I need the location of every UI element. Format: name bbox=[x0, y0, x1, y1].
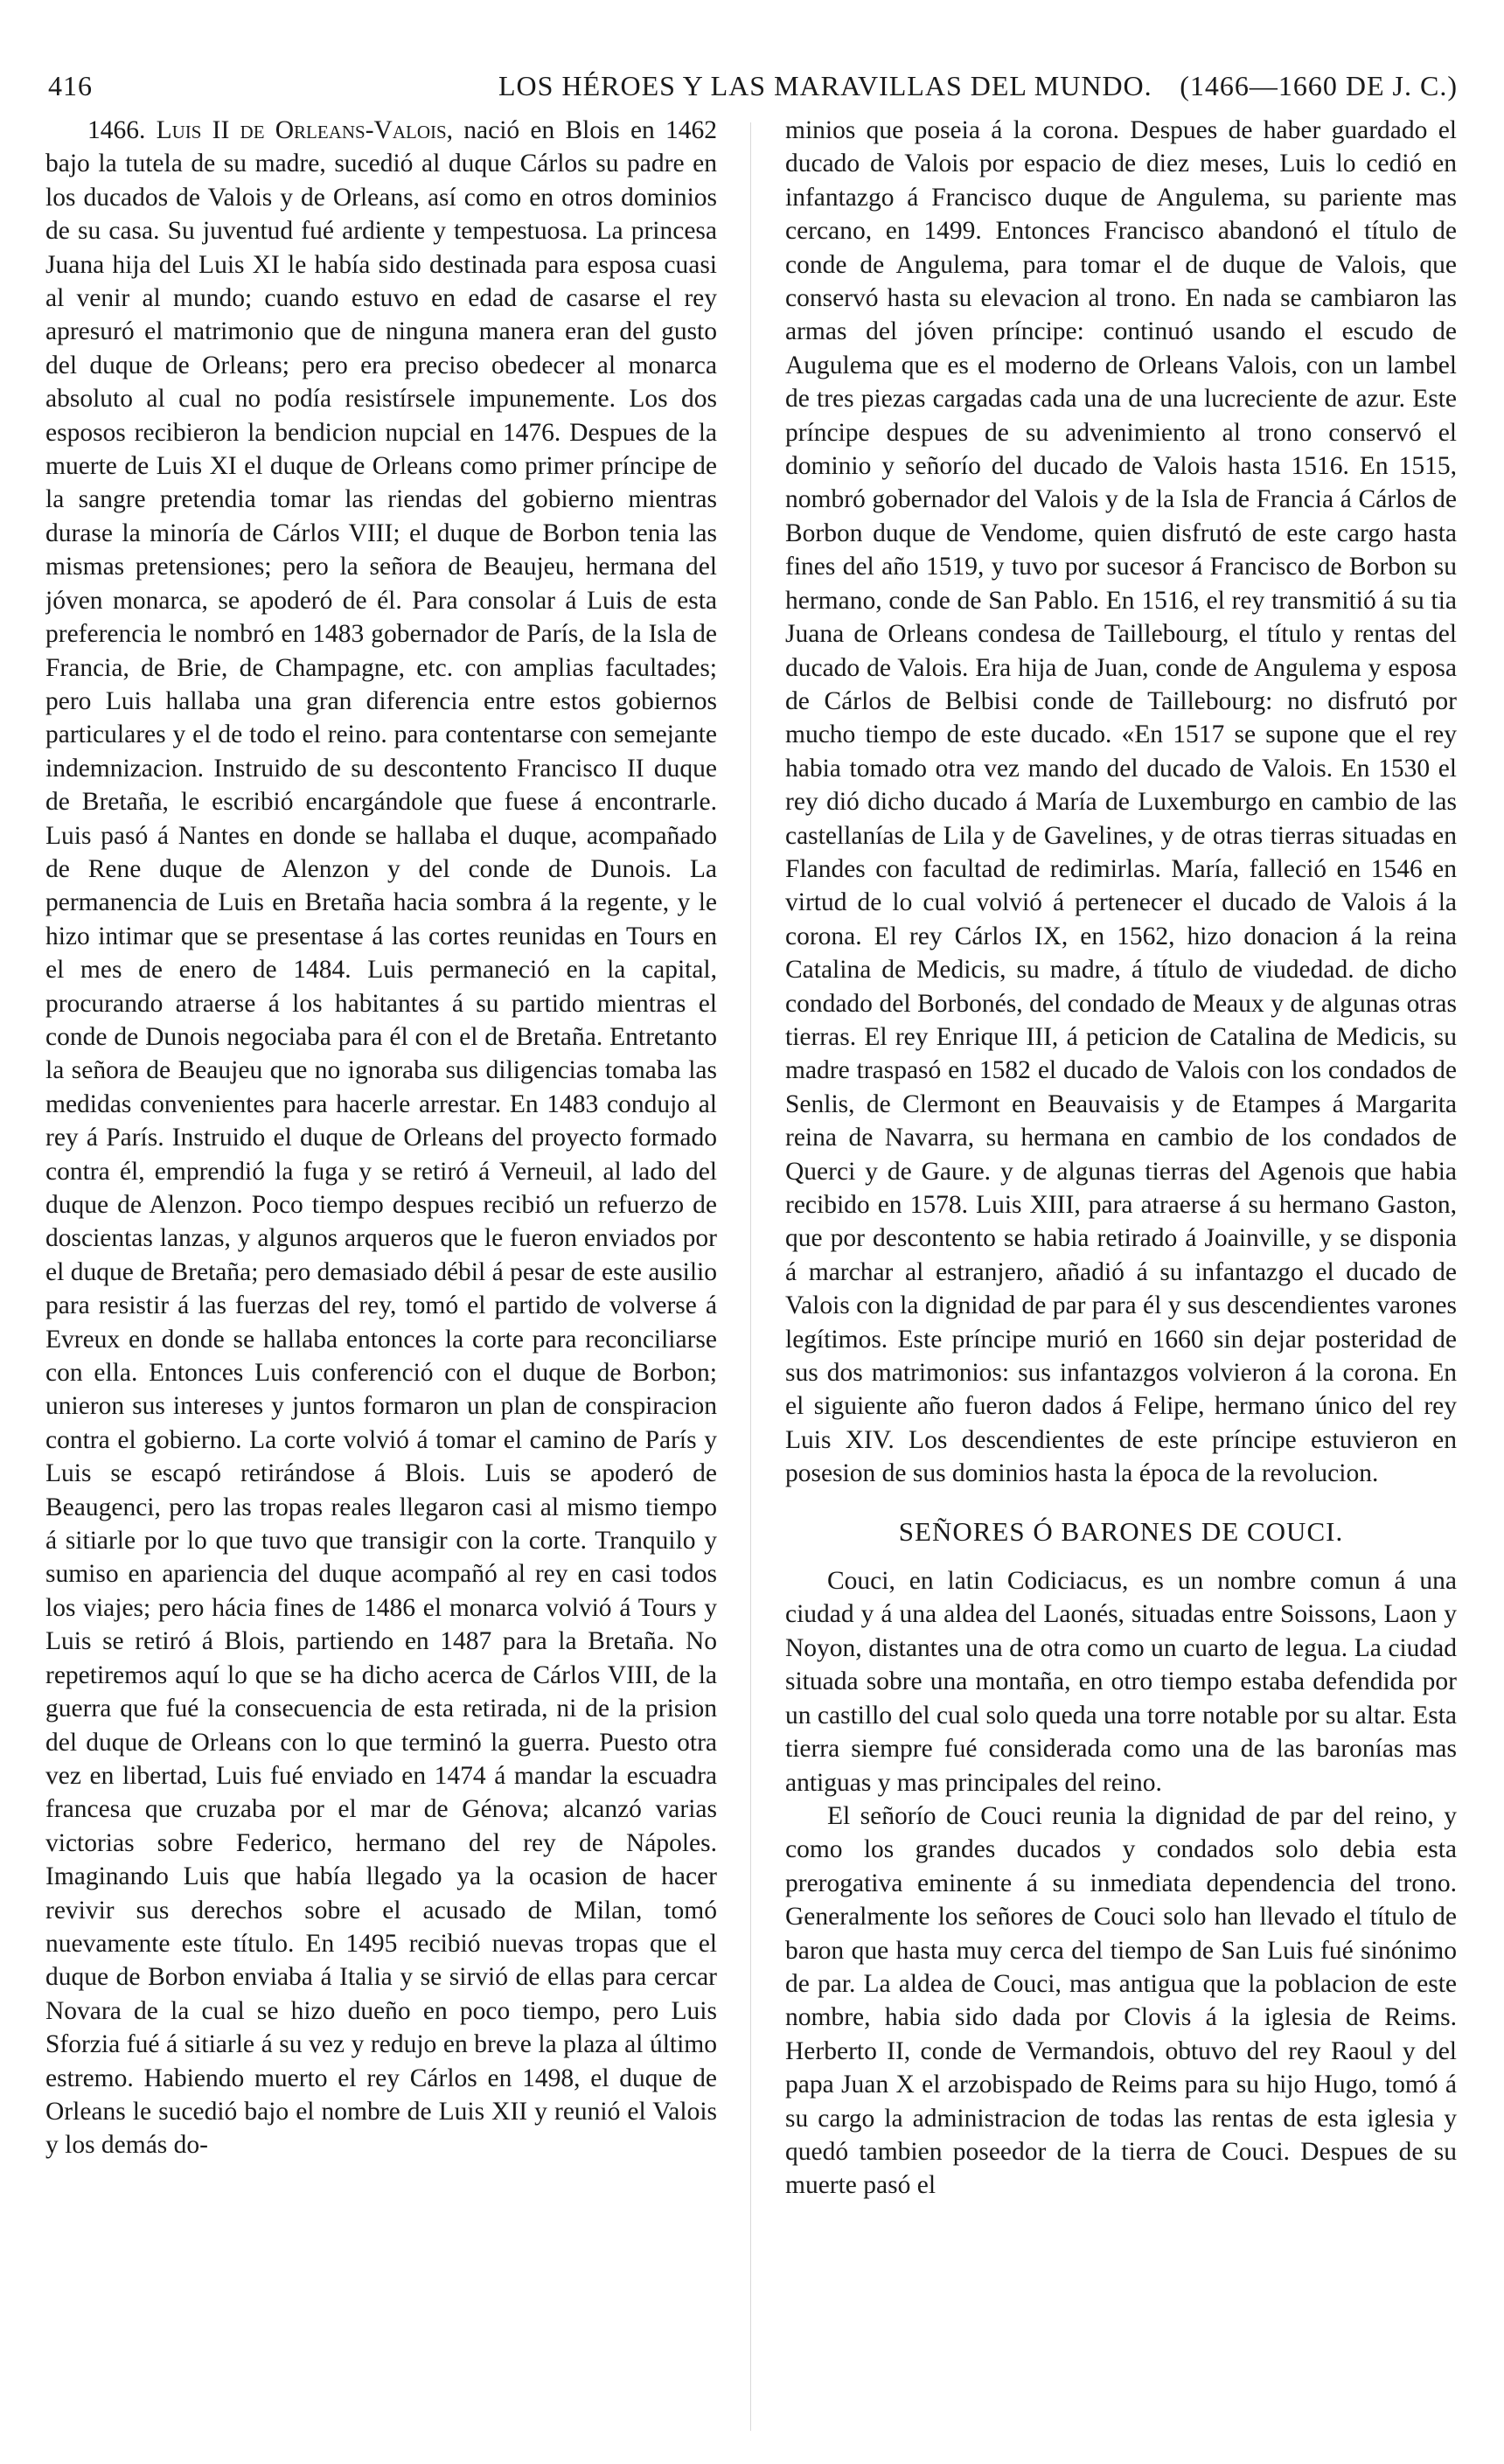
section-paragraph: Couci, en latin Codiciacus, es un nombre comun á una ciudad y á una aldea del Laonés, situadas entre Soissons, Laon y Noyon, distantes una de otra como un cuarto de legua. La ciudad situada sobre una montaña, en otro tiempo estaba defendida por un castillo del cual solo queda una torre notable por su altar. Esta tierra siempre fué considerada como una de las baronías mas antiguas y mas principales del reino. bbox=[785, 1567, 1457, 1797]
running-header bbox=[48, 70, 1458, 114]
article-text: nació en Blois en 1462 bajo la tutela de su madre, sucedió al duque Cárlos su padre en los ducados de Valois y de Orleans, así como en otros dominios de su casa. Su juventud fué ardiente y tempestuosa. La princesa Juana hija del Luis XI le había sido destinada para esposa cuasi al venir al mundo; cuando estuvo en edad de casarse el rey apresuró el matrimonio que de ninguna manera eran del gusto del duque de Orleans; pero era preciso obedecer al monarca absoluto al cual no podía resistírsele impunemente. Los dos esposos recibieron la bendicion nupcial en 1476. Despues de la muerte de Luis XI el duque de Orleans como primer príncipe de la sangre pretendia tomar las riendas del gobierno mientras durase la minoría de Cárlos VIII; el duque de Borbon tenia las mismas pretensiones; pero la señora de Beaujeu, hermana del jóven monarca, se apoderó de él. Para consolar á Luis de esta preferencia le nombró en 1483 gobernador de París, de la Isla de Francia, de Brie, de Champagne, etc. con amplias facultades; pero Luis hallaba una gran diferencia entre estos gobiernos particulares y el de todo el reino. para contentarse con semejante indemnizacion. Instruido de su descontento Francisco II duque de Bretaña, le escribió encargándole que fuese á encontrarle. Luis pasó á Nantes en donde se hallaba el duque, acompañado de Rene duque de Alenzon y del conde de Dunois. La permanencia de Luis en Bretaña hacia sombra á la regente, y le hizo intimar que se presentase á las cortes reunidas en Tours en el mes de enero de 1484. Luis permaneció en la capital, procurando atraerse á los habitantes á su partido mientras el conde de Dunois negociaba para él con el de Bretaña. Entretanto la señora de Beaujeu que no ignoraba sus diligencias tomaba las medidas convenientes para hacerle arrestar. En 1483 condujo al rey á París. Instruido el duque de Orleans del proyecto formado contra él, emprendió la fuga y se retiró á Verneuil, al lado del duque de Alenzon. Poco tiempo despues recibió un refuerzo de doscientas lanzas, y algunos arqueros que le fueron enviados por el duque de Bretaña; pero demasiado débil á pesar de este ausilio para resistir á las fuerzas del rey, tomó el partido de volverse á Evreux en donde se hallaba entonces la corte para reconciliarse con ella. Entonces Luis conferenció con el duque de Borbon; unieron sus intereses y juntos formaron un plan de conspiracion contra el gobierno. La corte volvió á tomar el camino de París y Luis se escapó retirándose á Blois. Luis se apoderó de Beaugenci, pero las tropas reales llegaron casi al mismo tiempo á sitiarle por lo que tuvo que transigir con la corte. Tranquilo y sumiso en apariencia del duque acompañó al rey en casi todos los viajes; pero hácia fines de 1486 el monarca volvió á Tours y Luis se retiró á Blois, partiendo en 1487 para la Bretaña. No repetiremos aquí lo que se ha dicho acerca de Cárlos VIII, de la guerra que fué la consecuencia de esta retirada, ni de la prision del duque de Orleans con lo que terminó la guerra. Puesto otra vez en libertad, Luis fué enviado en 1474 á mandar la escuadra francesa que cruzaba por el mar de Génova; alcanzó varias victorias sobre Federico, hermano del rey de Nápoles. Imaginando Luis que había llegado ya la ocasion de hacer revivir sus derechos sobre el acusado de Milan, tomó nuevamente este título. En 1495 recibió nuevas tropas que el duque de Borbon enviaba á Italia y se sirvió de ellas para cercar Novara de la cual se hizo dueño en poco tiempo, pero Luis Sforzia fué á sitiarle á su vez y redujo en breve la plaza al último estremo. Habiendo muerto el rey Cárlos en 1498, el duque de Orleans le sucedió bajo el nombre de Luis XII y reunió el Valois y los demás do- bbox=[45, 116, 717, 2160]
date-range: (1466—1660 DE J. C.) bbox=[1180, 70, 1458, 101]
continuation-paragraph: minios que poseia á la corona. Despues de haber guardado el ducado de Valois por espacio de diez meses, Luis lo cedió en infantazgo á Francisco duque de Angulema, su pariente mas cercano, en 1499. Entonces Francisco abandonó el título de conde de Angulema, para tomar el de duque de Valois, que conservó hasta su elevacion al trono. En nada se cambiaron las armas del jóven príncipe: continuó usando el escudo de Augulema que es el moderno de Orleans Valois, con un lambel de tres piezas cargadas cada una de una lucreciente de azur. Este príncipe despues de su advenimiento al trono conservó el dominio y señorío del ducado de Valois hasta 1516. En 1515, nombró gobernador del Valois y de la Isla de Francia á Cárlos de Borbon duque de Vendome, quien disfrutó de este cargo hasta fines del año 1519, y tuvo por sucesor á Francisco de Borbon su hermano, conde de San Pablo. En 1516, el rey transmitió á su tia Juana de Orleans condesa de Taillebourg, el título y rentas del ducado de Valois. Era hija de Juan, conde de Angulema y esposa de Cárlos de Belbisi conde de Taillebourg: no disfrutó por mucho tiempo de este ducado. «En 1517 se supone que el rey habia tomado otra vez mando del ducado de Valois. En 1530 el rey dió dicho ducado á María de Luxemburgo en cambio de las castellanías de Lila y de Gavelines, y de otras tierras situadas en Flandes con facultad de redimirlas. María, falleció en 1546 en virtud de lo cual volvió á pertenecer el ducado de Valois á la corona. El rey Cárlos IX, en 1562, hizo donacion á la reina Catalina de Medicis, su madre, á título de viudedad. de dicho condado del Borbonés, del condado de Meaux y de algunas otras tierras. El rey Enrique III, á peticion de Catalina de Medicis, su madre traspasó en 1582 el ducado de Valois con los condados de Senlis, de Clermont en Beauvaisis y de Etampes á Margarita reina de Navarra, su hermana en cambio de los condados de Querci y de Gaure. y de algunas tierras del Agenois que habia recibido en 1578. Luis XIII, para atraerse á su hermano Gaston, que por descontento se habia retirado á Joainville, y se disponia á marchar al estranjero, añadió á su infantazgo el ducado de Valois con la dignidad de par para él y sus descendientes varones legítimos. Este príncipe murió en 1660 sin dejar posteridad de sus dos matrimonios: sus infantazgos volvieron á la corona. En el siguiente año fueron dados á Felipe, hermano único del rey Luis XIV. Los descendientes de este príncipe estuvieron en posesion de sus dominios hasta la época de la revolucion. bbox=[785, 116, 1457, 1488]
right-column bbox=[785, 114, 1457, 2431]
page-number: 416 bbox=[48, 70, 93, 101]
column-divider bbox=[750, 122, 751, 2431]
article-name: Luis II de Orleans-Valois, bbox=[156, 116, 454, 144]
left-column bbox=[45, 114, 717, 2431]
article-paragraph bbox=[45, 114, 717, 2162]
section-title: SEÑORES Ó BARONES DE COUCI. bbox=[898, 1515, 1344, 1547]
article-year: 1466. bbox=[87, 116, 146, 144]
running-title: LOS HÉROES Y LAS MARAVILLAS DEL MUNDO. bbox=[498, 70, 1152, 101]
section-paragraph: El señorío de Couci reunia la dignidad de par del reino, y como los grandes ducados y condados solo debia esta prerogativa eminente á su inmediata dependencia del trono. Generalmente los señores de Couci solo han llevado el título de baron que hasta muy cerca del tiempo de San Luis fué sinónimo de par. La aldea de Couci, mas antigua que la poblacion de este nombre, habia sido dada por Clovis á la iglesia de Reims. Herberto II, conde de Vermandois, obtuvo del rey Raoul y del papa Juan X el arzobispado de Reims para su hijo Hugo, tomó á su cargo la administracion de todas las rentas de esta iglesia y quedó tambien poseedor de la tierra de Couci. Despues de su muerte pasó el bbox=[785, 1801, 1457, 2200]
